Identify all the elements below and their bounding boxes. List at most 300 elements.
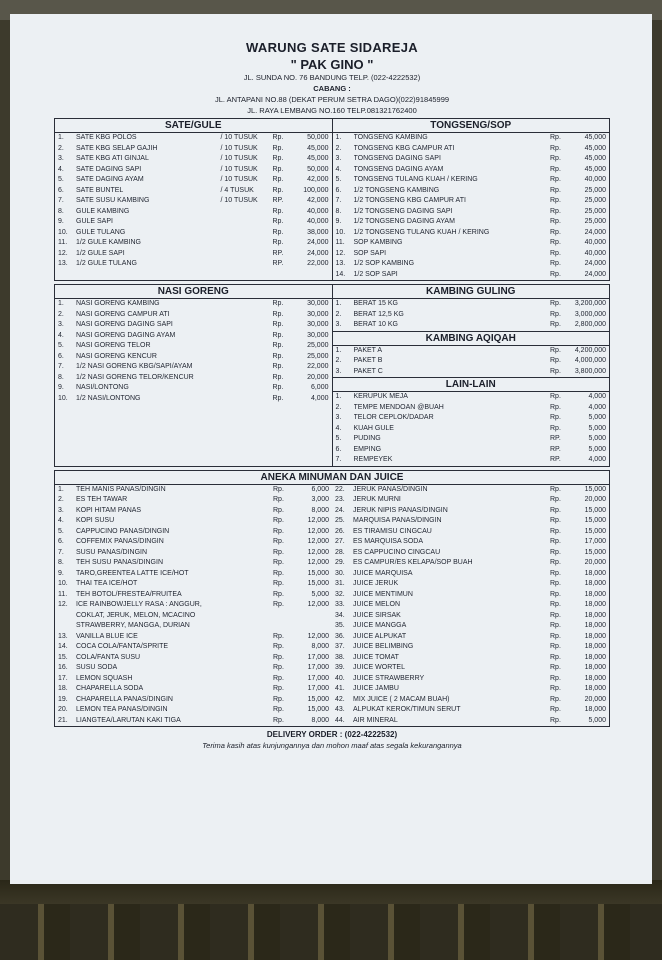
- item-currency: Rp.: [272, 218, 284, 225]
- menu-item-row: [332, 558, 609, 569]
- item-number: 1.: [335, 393, 342, 400]
- item-number: 24.: [335, 506, 345, 514]
- item-currency: Rp.: [550, 632, 561, 640]
- menu-item-row: [55, 249, 332, 260]
- item-currency: Rp.: [550, 346, 561, 354]
- item-name: JUICE JAMBU: [353, 685, 399, 692]
- menu-item-row: [55, 259, 332, 270]
- item-currency: Rp.: [550, 207, 561, 215]
- item-name: SATE KBG SELAP GAJIH: [76, 144, 158, 152]
- item-name: STRAWBERRY, MANGGA, DURIAN: [76, 622, 190, 629]
- menu-item-row: [55, 695, 332, 706]
- menu-item-row: [55, 175, 332, 186]
- item-name: CHAPARELLA PANAS/DINGIN: [76, 695, 173, 703]
- menu-item-row: [55, 716, 332, 727]
- menu-item-row: [332, 695, 609, 706]
- item-name: TELOR CEPLOK/DADAR: [353, 414, 434, 421]
- item-price: 40,000: [584, 249, 606, 257]
- item-number: 13.: [335, 260, 346, 267]
- item-currency: RP.: [272, 197, 284, 204]
- item-name: NASI GORENG TELOR: [76, 342, 151, 349]
- item-name: NASI GORENG DAGING SAPI: [76, 321, 173, 328]
- menu-item-row: [55, 320, 332, 331]
- item-currency: Rp.: [550, 144, 561, 152]
- menu-item-row: [55, 238, 332, 249]
- item-number: 11.: [58, 590, 68, 598]
- nasi-section: [55, 285, 332, 466]
- item-price: 15,000: [307, 569, 329, 577]
- item-name: NASI/LONTONG: [76, 384, 129, 391]
- item-name: JUICE SIRSAK: [353, 611, 401, 619]
- menu-item-row: [55, 373, 332, 384]
- item-number: 12.: [58, 601, 68, 608]
- item-price: 17,000: [307, 664, 329, 671]
- item-currency: Rp.: [550, 559, 561, 566]
- item-number: 2.: [58, 144, 64, 152]
- item-number: 22.: [335, 485, 345, 493]
- menu-item-row: [333, 392, 610, 403]
- item-price: 25,000: [584, 218, 606, 225]
- item-name: BERAT 12,5 KG: [353, 310, 404, 318]
- menu-item-row: [55, 527, 332, 538]
- item-name: SATE DAGING SAPI: [76, 165, 142, 173]
- nasi-list: [55, 299, 332, 404]
- item-name: SOP SAPI: [353, 249, 387, 257]
- item-currency: Rp.: [550, 270, 561, 278]
- menu-item-row: [332, 600, 609, 611]
- item-name: ES TEH TAWAR: [76, 496, 128, 503]
- item-currency: RP.: [550, 445, 561, 453]
- menu-item-row: [55, 569, 332, 580]
- block-sate-tongseng: [54, 118, 610, 281]
- address: JL. SUNDA NO. 76 BANDUNG TELP. (022-4222532): [243, 73, 421, 82]
- item-price: 30,000: [307, 331, 329, 339]
- item-name: 1/2 SOP SAPI: [353, 270, 398, 278]
- item-price: 30,000: [307, 310, 329, 318]
- item-currency: Rp.: [273, 601, 284, 608]
- item-name: JUICE BELIMBING: [353, 643, 414, 650]
- item-price: 25,000: [584, 207, 606, 215]
- menu-item-row: [55, 352, 332, 363]
- item-name: JUICE MARQUISA: [353, 569, 413, 577]
- item-price: 15,000: [584, 506, 606, 514]
- item-number: 1.: [58, 134, 64, 141]
- item-price: 18,000: [584, 653, 606, 661]
- item-price: 20,000: [584, 559, 606, 566]
- menu-item-row: [55, 632, 332, 643]
- item-name: 1/2 TONGSENG TULANG KUAH / KERING: [353, 228, 490, 236]
- item-currency: Rp.: [550, 424, 561, 432]
- item-number: 10.: [335, 228, 346, 236]
- sate-section: [55, 119, 332, 280]
- nasi-title: NASI GORENG: [55, 285, 332, 299]
- item-currency: Rp.: [550, 548, 561, 556]
- item-price: 15,000: [307, 695, 329, 703]
- item-number: 1.: [335, 300, 342, 307]
- menu-item-row: [55, 642, 332, 653]
- item-number: 7.: [58, 548, 64, 556]
- item-number: 3.: [335, 155, 342, 162]
- menu-item-row: [333, 413, 610, 424]
- item-currency: Rp.: [550, 611, 561, 619]
- item-name: NASI GORENG CAMPUR ATI: [76, 310, 170, 318]
- item-price: 50,000: [307, 134, 329, 141]
- item-number: 33.: [335, 601, 345, 608]
- menu-item-row: [332, 516, 609, 527]
- menu-item-row: [333, 270, 610, 281]
- item-currency: Rp.: [272, 228, 284, 236]
- item-currency: Rp.: [550, 517, 561, 524]
- menu-item-row: [55, 579, 332, 590]
- item-name: TEH SUSU PANAS/DINGIN: [76, 559, 163, 566]
- item-name: TONGSENG KAMBING: [353, 134, 428, 141]
- item-price: 45,000: [584, 144, 606, 152]
- item-currency: Rp.: [550, 310, 561, 318]
- item-price: 18,000: [584, 632, 606, 640]
- item-number: 8.: [335, 207, 342, 215]
- item-number: 9.: [58, 384, 64, 391]
- right-stack: [332, 285, 610, 466]
- item-price: 18,000: [584, 685, 606, 692]
- item-price: 45,000: [307, 144, 329, 152]
- item-price: 8,000: [311, 506, 329, 514]
- tongseng-title: TONGSENG/SOP: [333, 119, 610, 133]
- item-number: 42.: [335, 695, 345, 703]
- menu-item-row: [333, 403, 610, 414]
- item-quantity: / 4 TUSUK: [220, 186, 254, 194]
- item-price: 24,000: [584, 270, 606, 278]
- item-price: 24,000: [584, 260, 606, 267]
- item-price: 15,000: [307, 706, 329, 713]
- item-currency: Rp.: [272, 363, 284, 370]
- item-name: SUSU PANAS/DINGIN: [76, 548, 148, 556]
- item-name: SOP KAMBING: [353, 239, 403, 246]
- menu-item-row: [55, 621, 332, 632]
- item-currency: Rp.: [273, 559, 284, 566]
- item-currency: Rp.: [273, 674, 284, 682]
- item-price: 100,000: [303, 186, 329, 194]
- item-currency: Rp.: [273, 496, 284, 503]
- item-name: NASI GORENG KENCUR: [76, 352, 157, 360]
- item-number: 6.: [335, 186, 342, 194]
- item-name: JUICE MELON: [353, 601, 401, 608]
- item-number: 11.: [335, 239, 345, 246]
- item-price: 8,000: [311, 716, 329, 724]
- menu-item-row: [55, 506, 332, 517]
- item-currency: Rp.: [272, 321, 284, 328]
- item-number: 14.: [335, 270, 346, 278]
- item-currency: Rp.: [272, 239, 284, 246]
- item-price: 25,000: [307, 352, 329, 360]
- minuman-title: ANEKA MINUMAN DAN JUICE: [55, 471, 609, 485]
- menu-item-row: [332, 579, 609, 590]
- item-currency: Rp.: [273, 580, 284, 587]
- item-price: 3,200,000: [574, 300, 606, 307]
- item-name: 1/2 TONGSENG DAGING SAPI: [353, 207, 453, 215]
- item-price: 17,000: [584, 538, 606, 545]
- menu-item-row: [333, 249, 610, 260]
- menu-item-row: [333, 434, 610, 445]
- item-currency: Rp.: [550, 622, 561, 629]
- item-number: 4.: [335, 424, 342, 432]
- item-price: 3,800,000: [574, 367, 606, 375]
- item-currency: Rp.: [273, 632, 284, 640]
- item-name: ES MARQUISA SODA: [353, 538, 424, 545]
- item-number: 2.: [335, 144, 342, 152]
- item-currency: Rp.: [550, 590, 561, 598]
- item-price: 24,000: [307, 249, 329, 257]
- item-price: 12,000: [307, 632, 329, 640]
- item-name: 1/2 NASI/LONTONG: [76, 394, 141, 402]
- menu-item-row: [55, 310, 332, 321]
- item-price: 18,000: [584, 622, 606, 629]
- menu-item-row: [333, 367, 610, 378]
- menu-item-row: [332, 684, 609, 695]
- item-name: CHAPARELLA SODA: [76, 685, 144, 692]
- item-currency: Rp.: [550, 685, 561, 692]
- item-currency: Rp.: [550, 218, 561, 225]
- item-name: 1/2 TONGSENG KAMBING: [353, 186, 440, 194]
- item-currency: Rp.: [272, 186, 284, 194]
- menu-item-row: [55, 228, 332, 239]
- block-nasi-lain: [54, 284, 610, 467]
- sate-list: [55, 133, 332, 270]
- item-price: 22,000: [307, 260, 329, 267]
- item-price: 38,000: [307, 228, 329, 236]
- item-name: GULE KAMBING: [76, 207, 130, 215]
- sate-title: SATE/GULE: [55, 119, 332, 133]
- item-number: 12.: [335, 249, 346, 257]
- item-name: NASI GORENG KAMBING: [76, 300, 160, 307]
- item-number: 4.: [58, 331, 64, 339]
- menu-item-row: [332, 653, 609, 664]
- item-currency: RP.: [272, 249, 284, 257]
- item-price: 45,000: [584, 134, 606, 141]
- item-number: 3.: [335, 367, 342, 375]
- guling-list: [333, 299, 610, 331]
- footer: [54, 730, 610, 750]
- item-name: KOPI HITAM PANAS: [76, 506, 142, 514]
- item-name: TONGSENG DAGING AYAM: [353, 165, 444, 173]
- item-name: JUICE MENTIMUN: [353, 590, 413, 598]
- item-name: 1/2 GULE TULANG: [76, 260, 137, 267]
- item-currency: Rp.: [550, 580, 561, 587]
- aqiqah-title: KAMBING AQIQAH: [333, 331, 610, 346]
- item-price: 24,000: [307, 239, 329, 246]
- item-currency: Rp.: [550, 506, 561, 514]
- item-number: 10.: [58, 228, 68, 236]
- menu-item-row: [55, 611, 332, 622]
- item-price: 24,000: [584, 228, 606, 236]
- item-price: 45,000: [584, 155, 606, 162]
- item-quantity: / 10 TUSUK: [220, 176, 258, 183]
- item-number: 14.: [58, 643, 68, 650]
- item-number: 5.: [335, 435, 342, 442]
- item-currency: Rp.: [550, 357, 561, 364]
- item-currency: Rp.: [272, 300, 284, 307]
- item-price: 20,000: [584, 695, 606, 703]
- item-name: EMPING: [353, 445, 382, 453]
- item-number: 19.: [58, 695, 68, 703]
- item-number: 7.: [58, 197, 64, 204]
- menu-item-row: [333, 346, 610, 357]
- item-number: 26.: [335, 527, 345, 535]
- menu-item-row: [55, 394, 332, 405]
- item-quantity: [221, 238, 273, 249]
- item-price: 50,000: [307, 165, 329, 173]
- item-number: 9.: [58, 569, 64, 577]
- item-price: 4,000: [588, 393, 606, 400]
- item-name: JUICE TOMAT: [353, 653, 399, 661]
- item-currency: Rp.: [550, 643, 561, 650]
- item-name: ES TIRAMISU CINGCAU: [353, 527, 432, 535]
- item-number: 3.: [335, 414, 342, 421]
- item-price: 42,000: [307, 176, 329, 183]
- minuman-right: [332, 485, 609, 727]
- item-number: 18.: [58, 685, 68, 692]
- menu-item-row: [333, 165, 610, 176]
- item-price: 5,000: [311, 590, 329, 598]
- item-number: 10.: [58, 580, 68, 587]
- menu-item-row: [55, 590, 332, 601]
- menu-item-row: [55, 558, 332, 569]
- item-price: 2,800,000: [574, 321, 606, 328]
- item-currency: Rp.: [550, 186, 561, 194]
- item-number: 41.: [335, 685, 345, 692]
- item-number: 12.: [58, 249, 68, 257]
- item-currency: Rp.: [550, 527, 561, 535]
- restaurant-name: WARUNG SATE SIDAREJA: [246, 40, 418, 55]
- menu-item-row: [55, 383, 332, 394]
- menu-sheet: [10, 14, 652, 884]
- item-name: MARQUISA PANAS/DINGIN: [353, 517, 442, 524]
- item-currency: Rp.: [272, 144, 284, 152]
- menu-item-row: [332, 537, 609, 548]
- item-price: 17,000: [307, 685, 329, 692]
- item-name: GULE SAPI: [76, 218, 113, 225]
- item-currency: Rp.: [550, 155, 561, 162]
- item-price: 40,000: [307, 207, 329, 215]
- menu-item-row: [55, 341, 332, 352]
- item-currency: Rp.: [272, 384, 284, 391]
- item-price: 42,000: [307, 197, 329, 204]
- item-currency: Rp.: [272, 176, 284, 183]
- item-currency: Rp.: [550, 538, 561, 545]
- item-number: 7.: [335, 197, 342, 204]
- menu-item-row: [333, 186, 610, 197]
- item-number: 37.: [335, 643, 345, 650]
- item-currency: Rp.: [273, 643, 284, 650]
- item-price: 12,000: [307, 517, 329, 524]
- menu-item-row: [55, 299, 332, 310]
- tongseng-section: [332, 119, 610, 280]
- item-number: 2.: [335, 357, 342, 364]
- item-number: 32.: [335, 590, 345, 598]
- item-currency: Rp.: [272, 134, 284, 141]
- item-name: THAI TEA ICE/HOT: [76, 580, 138, 587]
- item-quantity: / 10 TUSUK: [220, 144, 258, 152]
- item-number: 25.: [335, 517, 345, 524]
- item-name: KERUPUK MEJA: [353, 393, 408, 400]
- item-name: LEMON TEA PANAS/DINGIN: [76, 706, 168, 713]
- menu-item-row: [332, 632, 609, 643]
- item-price: 45,000: [307, 155, 329, 162]
- item-name: TEMPE MENDOAN @BUAH: [353, 403, 444, 411]
- item-name: BERAT 15 KG: [353, 300, 398, 307]
- item-price: 12,000: [307, 538, 329, 545]
- menu-item-row: [55, 331, 332, 342]
- menu-item-row: [332, 569, 609, 580]
- item-name: JUICE JERUK: [353, 580, 399, 587]
- menu-item-row: [55, 165, 332, 176]
- item-quantity: [221, 207, 273, 218]
- item-name: ES CAPPUCINO CINGCAU: [353, 548, 441, 556]
- item-name: ICE RAINBOWJELLY RASA : ANGGUR,: [76, 601, 202, 608]
- item-price: 4,000: [588, 403, 606, 411]
- item-number: 9.: [58, 218, 64, 225]
- item-currency: Rp.: [273, 685, 284, 692]
- item-name: PUDING: [353, 435, 381, 442]
- item-name: SATE BUNTEL: [76, 186, 124, 194]
- item-name: COKLAT, JERUK, MELON, MCACINO: [76, 611, 196, 619]
- item-currency: Rp.: [550, 706, 561, 713]
- item-price: 3,000,000: [574, 310, 606, 318]
- item-currency: RP.: [550, 435, 561, 442]
- item-name: JERUK PANAS/DINGIN: [353, 485, 428, 493]
- item-currency: Rp.: [550, 496, 561, 503]
- item-currency: Rp.: [550, 260, 561, 267]
- item-currency: Rp.: [550, 300, 561, 307]
- item-currency: Rp.: [272, 342, 284, 349]
- item-number: 6.: [335, 445, 342, 453]
- menu-item-row: [333, 133, 610, 144]
- item-price: 25,000: [584, 186, 606, 194]
- item-price: 17,000: [307, 674, 329, 682]
- delivery-order: DELIVERY ORDER : (022-4222532): [266, 730, 398, 739]
- item-name: SATE DAGING AYAM: [76, 176, 144, 183]
- item-currency: Rp.: [550, 414, 561, 421]
- menu-item-row: [332, 705, 609, 716]
- item-currency: Rp.: [550, 601, 561, 608]
- item-price: 30,000: [307, 321, 329, 328]
- menu-item-row: [55, 548, 332, 559]
- item-number: 17.: [58, 674, 68, 682]
- item-price: 18,000: [584, 674, 606, 682]
- item-price: 18,000: [584, 590, 606, 598]
- item-quantity: / 10 TUSUK: [220, 134, 258, 141]
- menu-item-row: [333, 217, 610, 228]
- item-number: 2.: [58, 496, 64, 503]
- menu-item-row: [333, 424, 610, 435]
- item-currency: Rp.: [273, 664, 284, 671]
- item-number: 7.: [58, 363, 64, 370]
- item-currency: Rp.: [550, 249, 561, 257]
- item-number: 39.: [335, 664, 345, 671]
- item-price: 4,200,000: [574, 346, 606, 354]
- menu-item-row: [333, 455, 610, 466]
- item-price: 12,000: [307, 601, 329, 608]
- aqiqah-list: [333, 346, 610, 378]
- item-currency: Rp.: [550, 367, 561, 375]
- item-price: 40,000: [307, 218, 329, 225]
- menu-item-row: [55, 186, 332, 197]
- item-price: 18,000: [584, 664, 606, 671]
- item-name: 1/2 NASI GORENG KBG/SAPI/AYAM: [76, 363, 193, 370]
- item-price: 4,000: [588, 456, 606, 463]
- item-currency: Rp.: [273, 569, 284, 577]
- item-price: 15,000: [584, 485, 606, 493]
- item-number: 44.: [335, 716, 345, 724]
